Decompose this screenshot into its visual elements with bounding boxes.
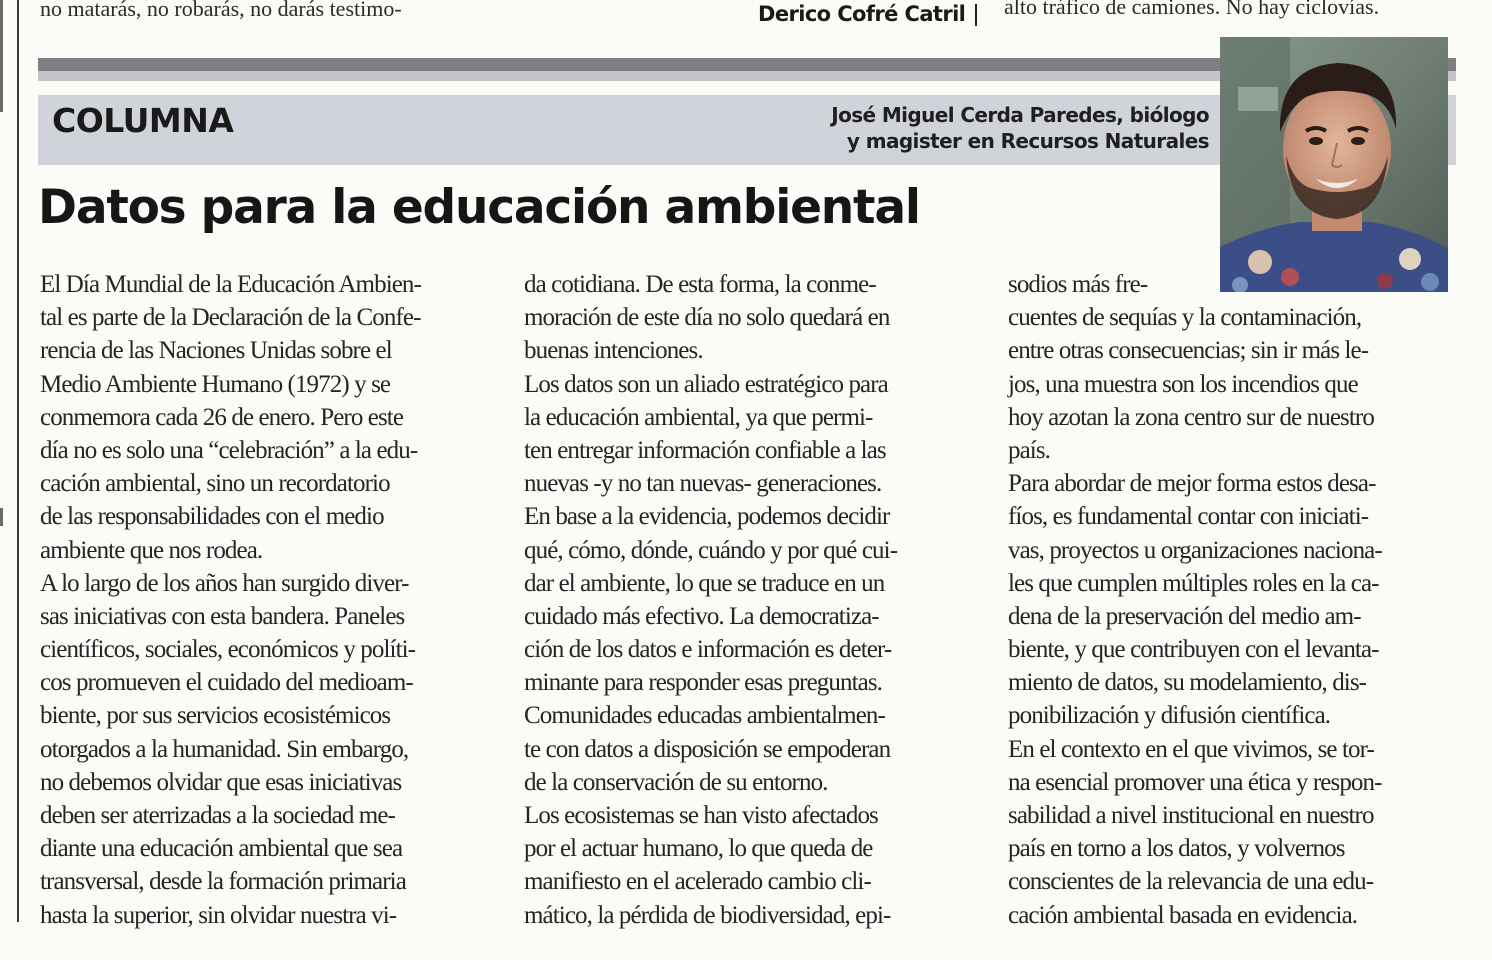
text-line: país en torno a los datos, y volvernos: [1008, 835, 1345, 863]
text-line: ten entregar información confiable a las: [524, 436, 886, 464]
text-line: biente, y que contribuyen con el levanta-: [1008, 636, 1379, 664]
text-line: manifiesto en el acelerado cambio cli-: [524, 868, 871, 896]
text-line: país.: [1008, 436, 1051, 464]
article-headline: Datos para la educación ambiental: [38, 180, 920, 235]
text-line: cuidado más efectivo. La democratiza-: [524, 602, 879, 630]
text-line: dena de la preservación del medio am-: [1008, 602, 1361, 630]
column-rule: [17, 0, 19, 922]
text-line: moración de este día no solo quedará en: [524, 304, 890, 332]
section-kicker: COLUMNA: [52, 101, 234, 140]
text-line: conscientes de la relevancia de una edu-: [1008, 868, 1374, 896]
text-line: vas, proyectos u organizaciones naciona-: [1008, 536, 1382, 564]
text-line: científicos, sociales, económicos y políti-: [40, 636, 416, 664]
text-line: ambiente que nos rodea.: [40, 536, 263, 564]
text-line: cos promueven el cuidado del medioam-: [40, 669, 413, 697]
text-line: jos, una muestra son los incendios que: [1008, 370, 1358, 398]
text-line: qué, cómo, dónde, cuándo y por qué cui-: [524, 536, 898, 564]
text-line: biente, por sus servicios ecosistémicos: [40, 702, 391, 730]
text-line: hasta la superior, sin olvidar nuestra vi-: [40, 901, 397, 929]
page-edge-mark: [0, 508, 3, 526]
text-line: te con datos a disposición se empoderan: [524, 735, 891, 763]
text-line: na esencial promover una ética y respon-: [1008, 768, 1382, 796]
text-line: nuevas -y no tan nuevas- generaciones.: [524, 470, 882, 498]
author-byline: [831, 102, 1209, 154]
text-line: cación ambiental, sino un recordatorio: [40, 470, 390, 498]
previous-article-text-right: alto tráfico de camiones. No hay ciclovías.: [1004, 0, 1380, 19]
article-column-2: [524, 268, 974, 932]
text-line: no debemos olvidar que esas iniciativas: [40, 768, 402, 796]
text-line: sabilidad a nivel institucional en nuestro: [1008, 802, 1374, 829]
text-line: rencia de las Naciones Unidas sobre el: [40, 337, 392, 365]
text-line: tal es parte de la Declaración de la Confe-: [40, 304, 421, 332]
text-line: de la conservación de su entorno.: [524, 768, 828, 796]
text-line: de las responsabilidades con el medio: [40, 503, 384, 531]
article-column-1: [40, 268, 490, 932]
text-line: por el actuar humano, lo que queda de: [524, 835, 873, 863]
text-line: Los datos son un aliado estratégico para: [524, 370, 888, 398]
text-line: dar el ambiente, lo que se traduce en un: [524, 569, 885, 597]
text-line: El Día Mundial de la Educación Ambien-: [40, 271, 421, 298]
text-line: les que cumplen múltiples roles en la ca-: [1008, 569, 1379, 597]
text-line: conmemora cada 26 de enero. Pero este: [40, 403, 404, 431]
byline-line-2: y magister en Recursos Naturales: [846, 129, 1209, 153]
byline-line-1: José Miguel Cerda Paredes, biólogo: [831, 103, 1209, 127]
text-line: entre otras consecuencias; sin ir más le-: [1008, 337, 1369, 365]
text-line: Para abordar de mejor forma estos desa-: [1008, 470, 1376, 498]
text-line: hoy azotan la zona centro sur de nuestro: [1008, 403, 1374, 431]
text-line: buenas intenciones.: [524, 337, 703, 365]
text-line: sodios más fre-: [1008, 271, 1148, 298]
column-separator: [975, 4, 977, 26]
text-line: ponibilización y difusión científica.: [1008, 702, 1331, 730]
text-line: En base a la evidencia, podemos decidir: [524, 503, 890, 531]
text-line: deben ser aterrizadas a la sociedad me-: [40, 802, 395, 829]
page-edge-mark: [0, 0, 3, 112]
text-line: da cotidiana. De esta forma, la conme-: [524, 271, 876, 298]
text-line: Comunidades educadas ambientalmen-: [524, 702, 885, 730]
text-line: miento de datos, su modelamiento, dis-: [1008, 669, 1367, 697]
text-line: transversal, desde la formación primaria: [40, 868, 406, 896]
text-line: Los ecosistemas se han visto afectados: [524, 802, 878, 829]
text-line: cuentes de sequías y la contaminación,: [1008, 304, 1362, 332]
text-line: Medio Ambiente Humano (1972) y se: [40, 370, 391, 398]
text-line: día no es solo una “celebración” a la edu-: [40, 436, 418, 464]
text-line: En el contexto en el que vivimos, se tor-: [1008, 735, 1374, 763]
text-line: minante para responder esas preguntas.: [524, 669, 883, 697]
text-line: cación ambiental basada en evidencia.: [1008, 901, 1358, 929]
text-line: mático, la pérdida de biodiversidad, epi-: [524, 901, 891, 929]
text-line: sas iniciativas con esta bandera. Paneles: [40, 602, 405, 630]
text-line: diante una educación ambiental que sea: [40, 835, 403, 863]
previous-author-name: Derico Cofré Catril: [758, 2, 966, 26]
text-line: fíos, es fundamental contar con iniciati-: [1008, 503, 1369, 531]
article-column-3: [1008, 268, 1458, 932]
text-line: ción de los datos e información es deter-: [524, 636, 892, 664]
text-line: otorgados a la humanidad. Sin embargo,: [40, 735, 409, 763]
text-line: la educación ambiental, ya que permi-: [524, 403, 873, 431]
previous-article-text: no matarás, no robarás, no darás testimo-: [40, 0, 402, 21]
author-photo: [1220, 37, 1448, 292]
text-line: A lo largo de los años han surgido diver-: [40, 569, 409, 597]
